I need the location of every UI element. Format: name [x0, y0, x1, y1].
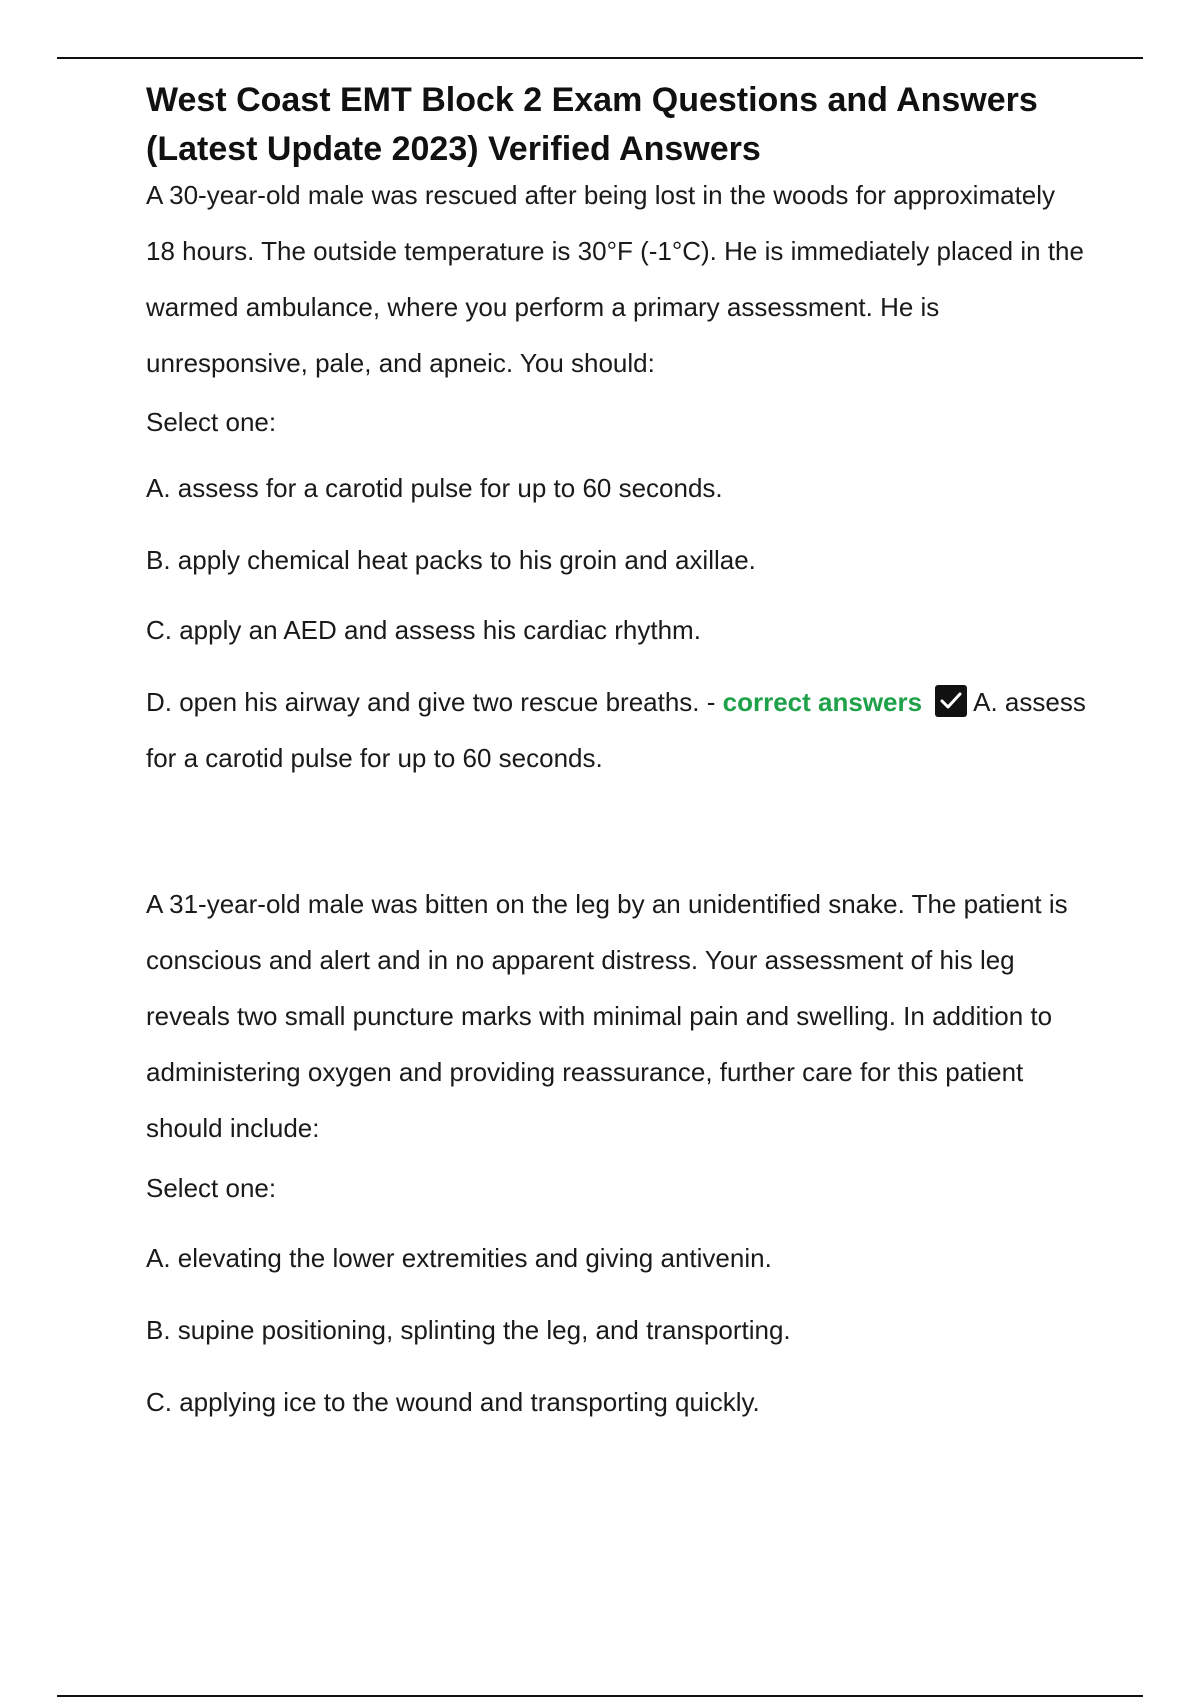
title-line-1: West Coast EMT Block 2 Exam Questions and Answers	[146, 81, 1038, 119]
option-d: D. open his airway and give two rescue breaths. -	[146, 687, 716, 717]
answer-block	[146, 674, 1086, 786]
correct-answers-label: correct answers	[722, 687, 923, 717]
select-one-label: Select one:	[146, 407, 277, 437]
option-a: A. assess for a carotid pulse for up to 60 seconds.	[146, 473, 723, 503]
question-2	[146, 876, 1086, 1420]
question-stem: A 31-year-old male was bitten on the leg by an unidentified snake. The patient is conscious and alert and in no apparent distress. Your assessment of his leg reveals two small puncture marks with minimal pain and swelling. In addition to administering oxygen and providing reassurance, further care for this patient should include:	[146, 889, 1068, 1143]
document-title	[146, 76, 1086, 174]
select-one-label: Select one:	[146, 1173, 277, 1203]
check-box-icon	[935, 685, 967, 717]
option-a: A. elevating the lower extremities and giving antivenin.	[146, 1243, 772, 1273]
header-rule	[57, 57, 1143, 59]
title-line-2: (Latest Update 2023) Verified Answers	[146, 130, 761, 168]
question-1	[146, 167, 1086, 786]
correct-answer-text: A. assess for a carotid pulse for up to 60 seconds.	[146, 687, 1086, 773]
footer-rule	[57, 1695, 1143, 1697]
option-b: B. supine positioning, splinting the leg, and transporting.	[146, 1315, 791, 1345]
document-body	[146, 76, 1086, 1420]
option-b: B. apply chemical heat packs to his groin and axillae.	[146, 545, 756, 575]
option-c: C. apply an AED and assess his cardiac rhythm.	[146, 615, 701, 645]
question-stem: A 30-year-old male was rescued after being lost in the woods for approximately 18 hours. The outside temperature is 30°F (-1°C). He is immediately placed in the warmed ambulance, where you perform a primary assessment. He is unresponsive, pale, and apneic. You should:	[146, 180, 1084, 378]
option-c: C. applying ice to the wound and transporting quickly.	[146, 1387, 760, 1417]
